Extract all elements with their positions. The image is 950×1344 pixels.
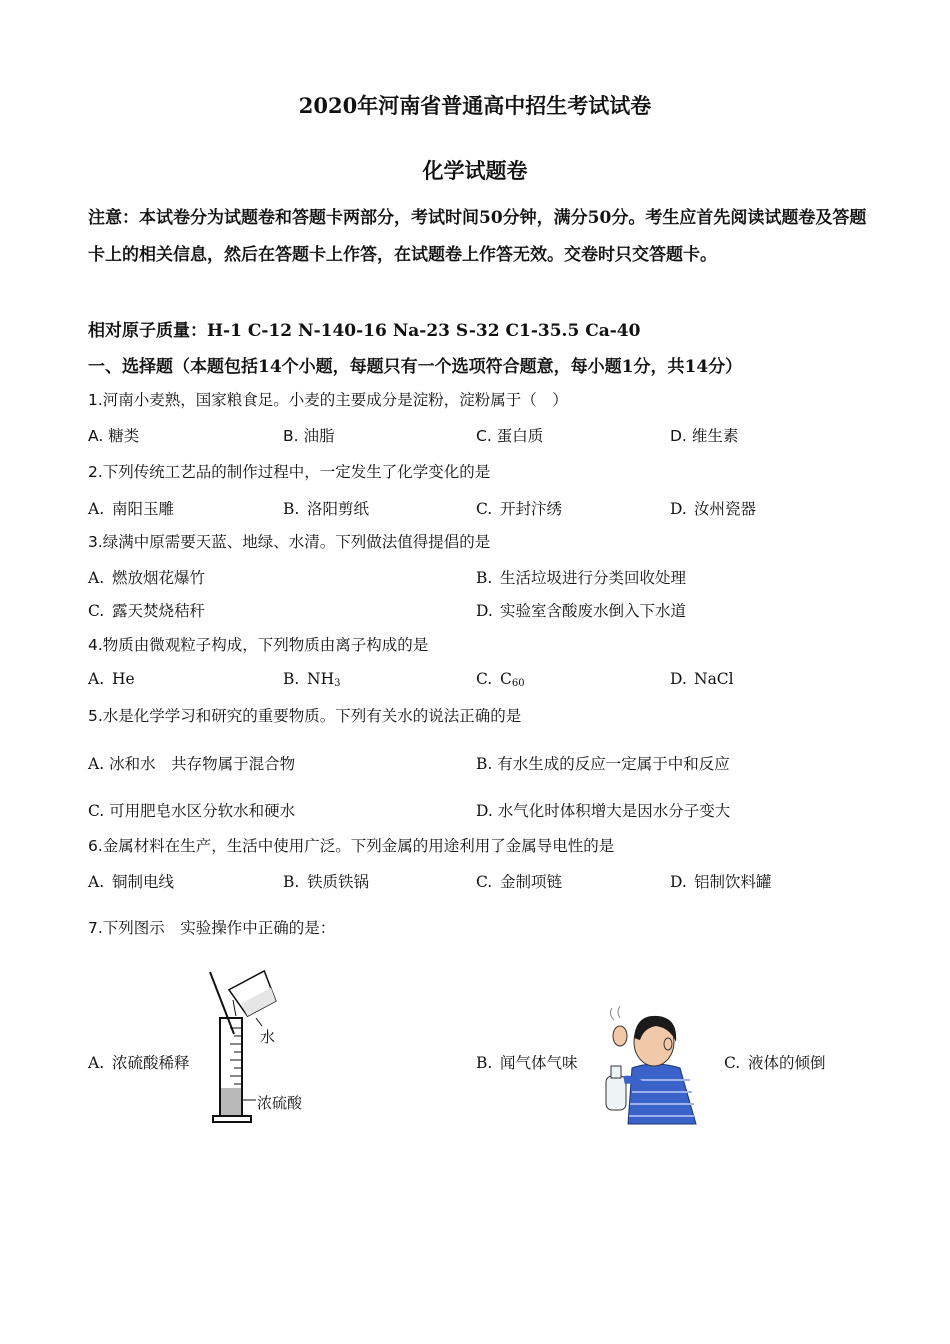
q2-option-d: D. 汝州瓷器 (670, 500, 757, 518)
question-4: 4.物质由微观粒子构成，下列物质由离子构成的是 (88, 636, 429, 654)
section-heading: 一、选择题（本题包括14个小题，每题只有一个选项符合题意，每小题1分，共14分） (88, 357, 743, 377)
cylinder-base (213, 1116, 251, 1122)
q6-option-a: A. 铜制电线 (88, 873, 175, 891)
q6-option-c: C. 金制项链 (476, 873, 563, 891)
paper-subtitle: 化学试题卷 (422, 158, 528, 183)
q4-option-d: D. NaCl (670, 670, 734, 688)
q7-option-b: B. 闻气体气味 (476, 1054, 578, 1072)
q2-option-b: B. 洛阳剪纸 (283, 500, 370, 518)
acid-label: 浓硫酸 (257, 1094, 303, 1112)
q7-option-a: A. 浓硫酸稀释 (88, 1054, 190, 1072)
exam-title: 2020年河南省普通高中招生考试试卷 (298, 93, 652, 118)
q6-option-b: B. 铁质铁锅 (283, 873, 370, 891)
q4-option-c: C. $C_{60}$ (476, 670, 525, 689)
q3-option-a: A. 燃放烟花爆竹 (88, 569, 206, 587)
q1-option-d: D. 维生素 (670, 427, 739, 445)
boy-smelling-diagram (594, 1006, 704, 1126)
q3-option-b: B. 生活垃圾进行分类回收处理 (476, 569, 687, 587)
q1-option-b: B. 油脂 (283, 427, 335, 445)
figure-b-smelling (594, 1006, 704, 1126)
question-1: 1.河南小麦熟，国家粮食足。小麦的主要成分是淀粉，淀粉属于（ ） (88, 391, 568, 409)
q5-option-c: C. 可用肥皂水区分软水和硬水 (88, 802, 296, 820)
q2-option-c: C. 开封汴绣 (476, 500, 563, 518)
notice: 注意：本试卷分为试题卷和答题卡两部分，考试时间50分钟，满分50分。考生应首先阅读试题卷及答题卡上的相关信息，然后在答题卡上作答，在试题卷上作答无效。交卷时只交答题卡。 (88, 208, 867, 265)
figure-a-cylinder (200, 966, 320, 1126)
q5-option-d: D. 水气化时体积增大是因水分子变大 (476, 802, 731, 820)
q5-option-a: A. 冰和水 共存物属于混合物 (88, 755, 296, 773)
question-7: 7.下列图示 实验操作中正确的是： (88, 919, 336, 937)
beaker (229, 971, 279, 1018)
acid-liquid (221, 1088, 241, 1115)
hand (613, 1026, 627, 1046)
q6-option-d: D. 铝制饮料罐 (670, 873, 772, 891)
q4-option-b: B. $NH_3$ (283, 670, 341, 689)
q4-option-a: A. He (88, 670, 135, 688)
q7-option-c: C. 液体的倾倒 (724, 1054, 826, 1072)
atomic-mass: 相对原子质量：H-1 C-12 N-140-16 Na-23 S-32 C1-35.5 Ca-40 (88, 321, 641, 341)
question-5: 5.水是化学学习和研究的重要物质。下列有关水的说法正确的是 (88, 707, 522, 725)
bottle (606, 1076, 626, 1110)
question-6: 6.金属材料在生产，生活中使用广泛。下列金属的用途利用了金属导电性的是 (88, 837, 615, 855)
question-2: 2.下列传统工艺品的制作过程中，一定发生了化学变化的是 (88, 463, 491, 481)
vapor-lines (610, 1006, 620, 1020)
q2-option-a: A. 南阳玉雕 (88, 500, 175, 518)
water-label: 水 (260, 1028, 276, 1046)
q1-option-c: C. 蛋白质 (476, 427, 544, 445)
q5-option-b: B. 有水生成的反应一定属于中和反应 (476, 755, 730, 773)
q3-option-c: C. 露天焚烧秸秆 (88, 602, 206, 620)
q3-option-d: D. 实验室含酸废水倒入下水道 (476, 602, 687, 620)
question-3: 3.绿满中原需要天蓝、地绿、水清。下列做法值得提倡的是 (88, 533, 491, 551)
q1-option-a: A. 糖类 (88, 427, 140, 445)
pour-stream (233, 1000, 236, 1016)
